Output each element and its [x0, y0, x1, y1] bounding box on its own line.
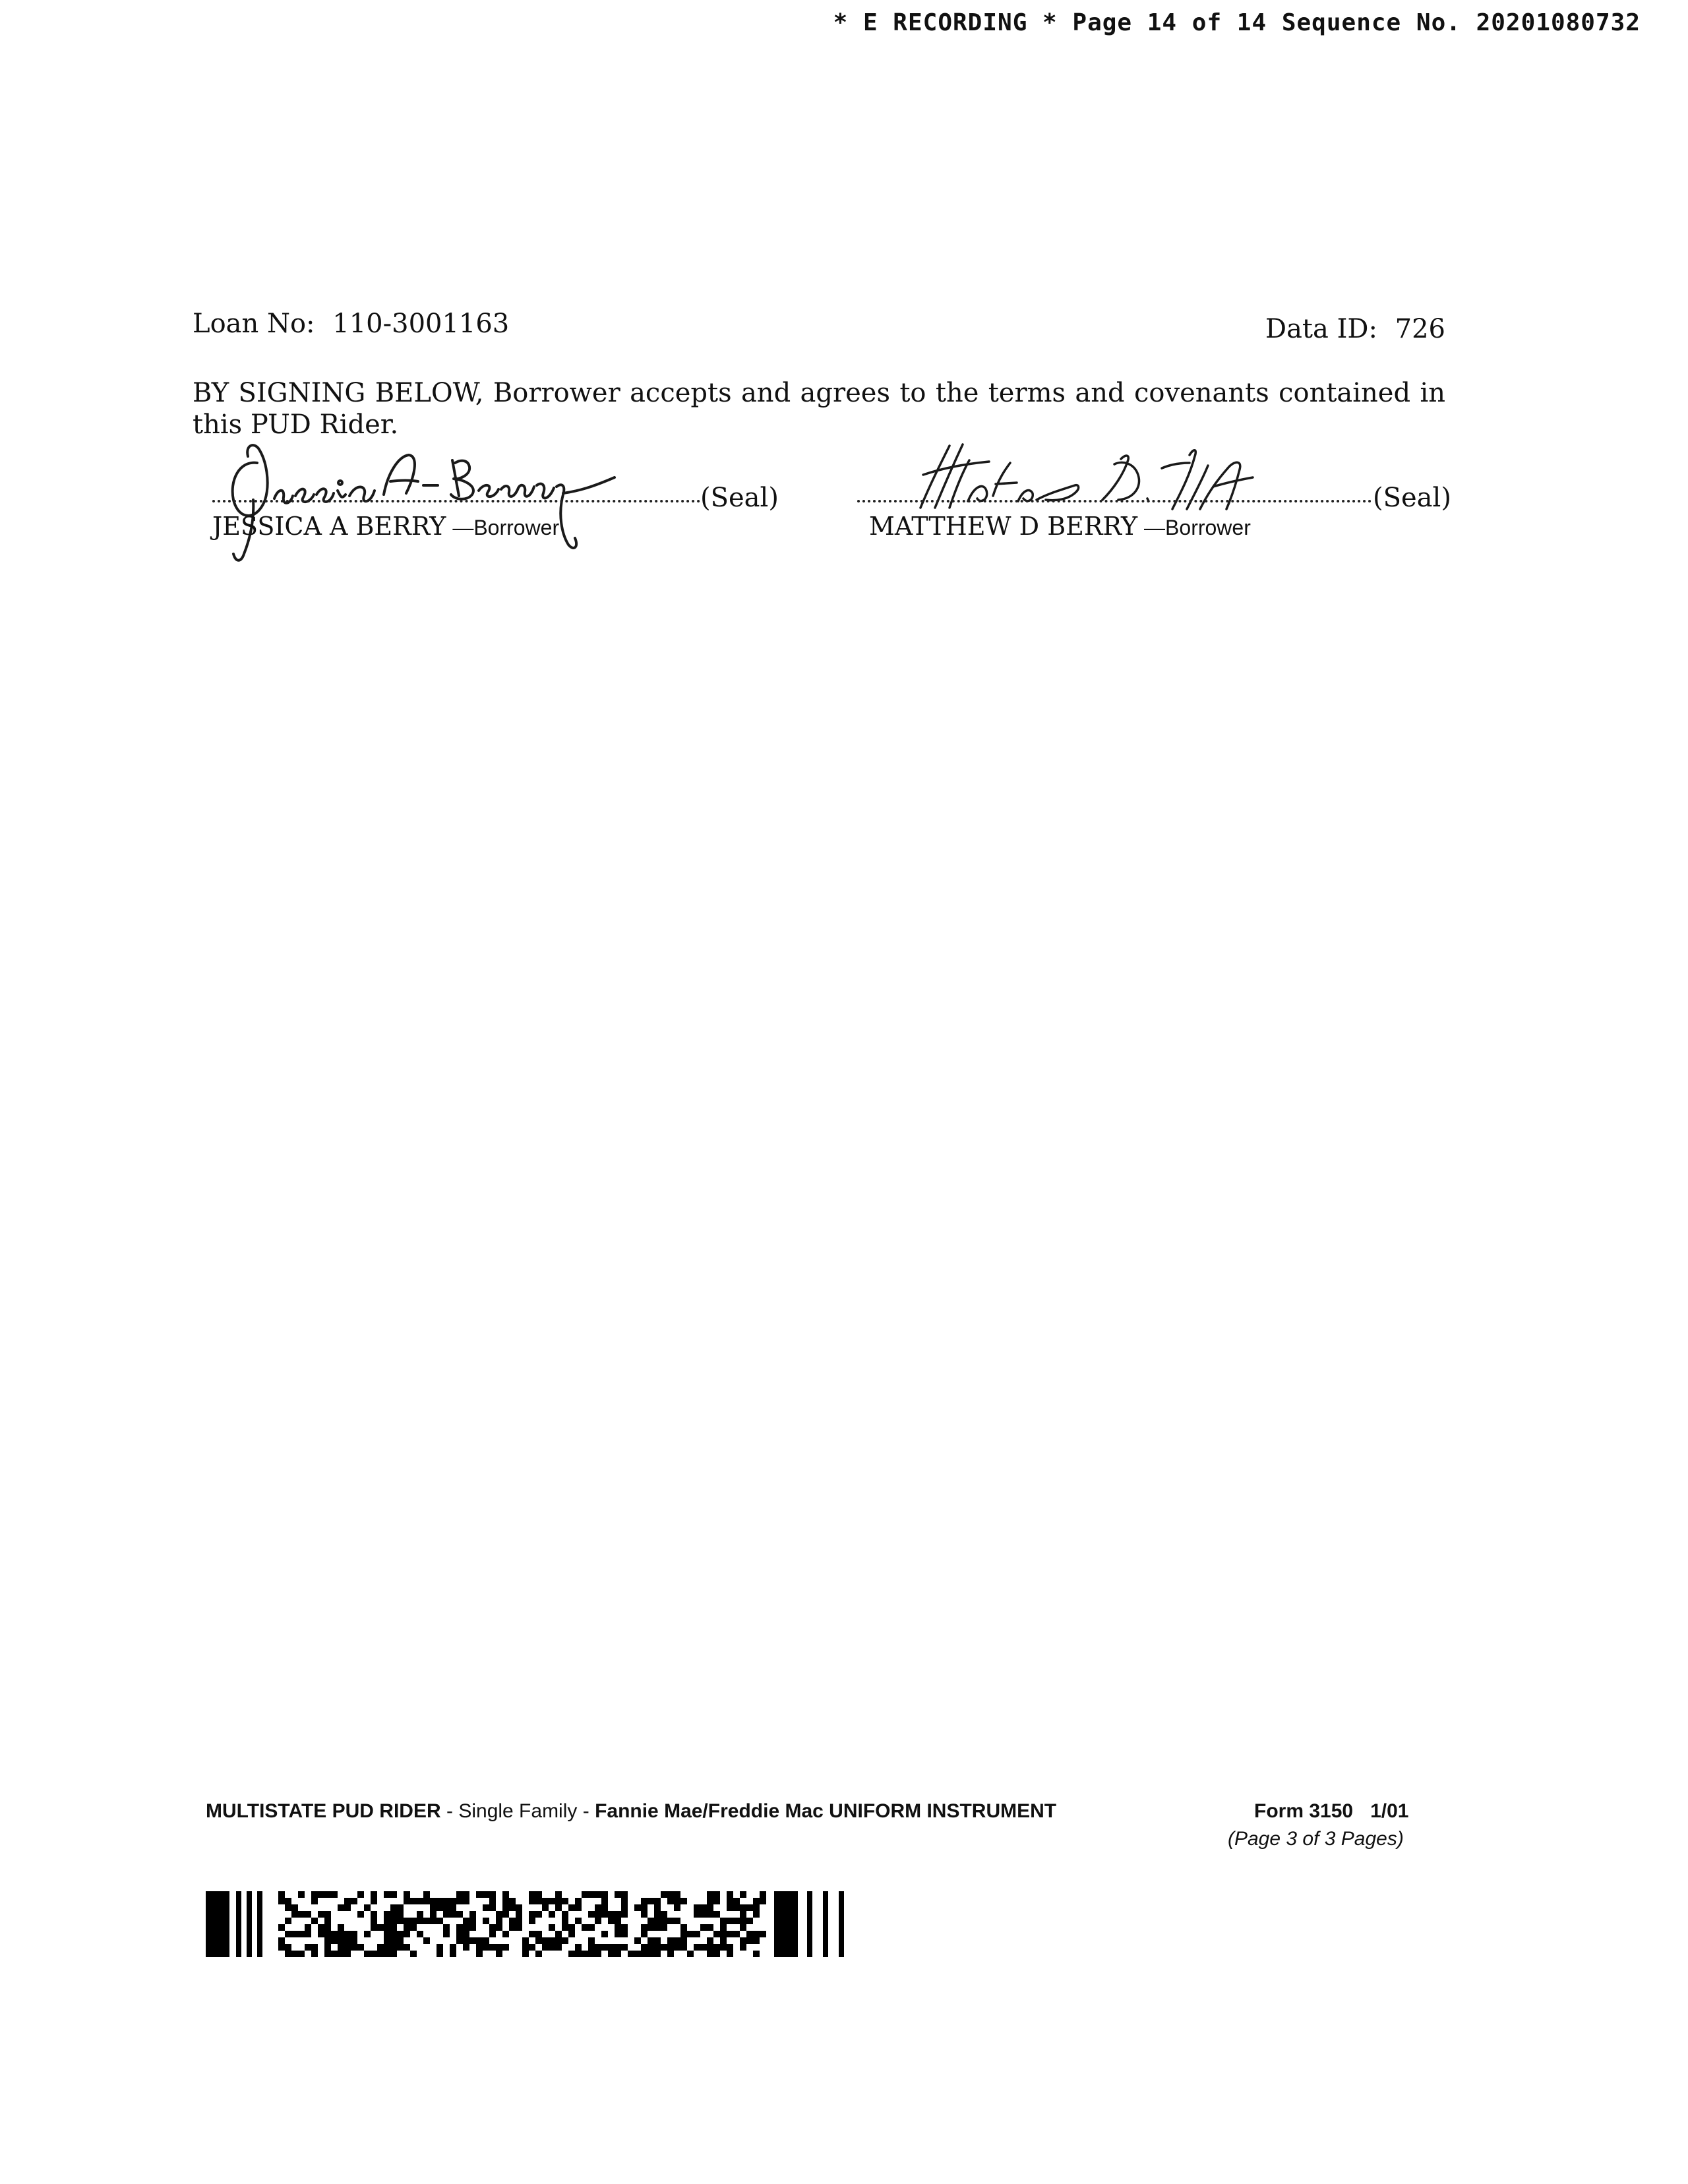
loan-number-line: [193, 309, 509, 339]
seal-label: (Seal): [1373, 483, 1451, 513]
document-barcode: [206, 1891, 872, 1957]
data-id-label: Data ID:: [1265, 314, 1377, 344]
signature-block-borrower-1: [193, 435, 786, 541]
form-title-instrument: Fannie Mae/Freddie Mac UNIFORM INSTRUMENT: [595, 1800, 1057, 1822]
loan-number-value: 110-3001163: [332, 309, 510, 339]
seal-label: (Seal): [700, 483, 779, 513]
form-title-main: MULTISTATE PUD RIDER: [206, 1800, 441, 1822]
signature-line: [857, 500, 1372, 502]
form-number: Form 3150: [1254, 1800, 1354, 1822]
form-title-separator: -: [577, 1800, 595, 1822]
form-number-line: [1254, 1800, 1408, 1823]
signing-statement: BY SIGNING BELOW, Borrower accepts and agrees to the terms and covenants contained in this PUD Rider.: [193, 378, 1445, 440]
data-id-value: 726: [1395, 314, 1445, 344]
form-title: [206, 1800, 1056, 1823]
signature-line: [212, 500, 700, 502]
signer-name: JESSICA A BERRY: [212, 512, 446, 541]
signer-role: —Borrower: [452, 516, 560, 539]
signer-name-line: [212, 512, 559, 541]
loan-number-label: Loan No:: [193, 309, 315, 339]
form-title-subtype: Single Family: [458, 1800, 578, 1822]
data-id-line: [1265, 314, 1445, 344]
signature-block-borrower-2: [857, 435, 1451, 541]
signer-name: MATTHEW D BERRY: [869, 512, 1138, 541]
recording-stamp: * E RECORDING * Page 14 of 14 Sequence No. 20201080732: [833, 9, 1641, 36]
signer-role: —Borrower: [1144, 516, 1251, 539]
signer-name-line: [869, 512, 1251, 541]
form-title-separator: -: [440, 1800, 459, 1822]
form-date: 1/01: [1370, 1800, 1409, 1822]
page-reference: (Page 3 of 3 Pages): [1228, 1828, 1404, 1850]
